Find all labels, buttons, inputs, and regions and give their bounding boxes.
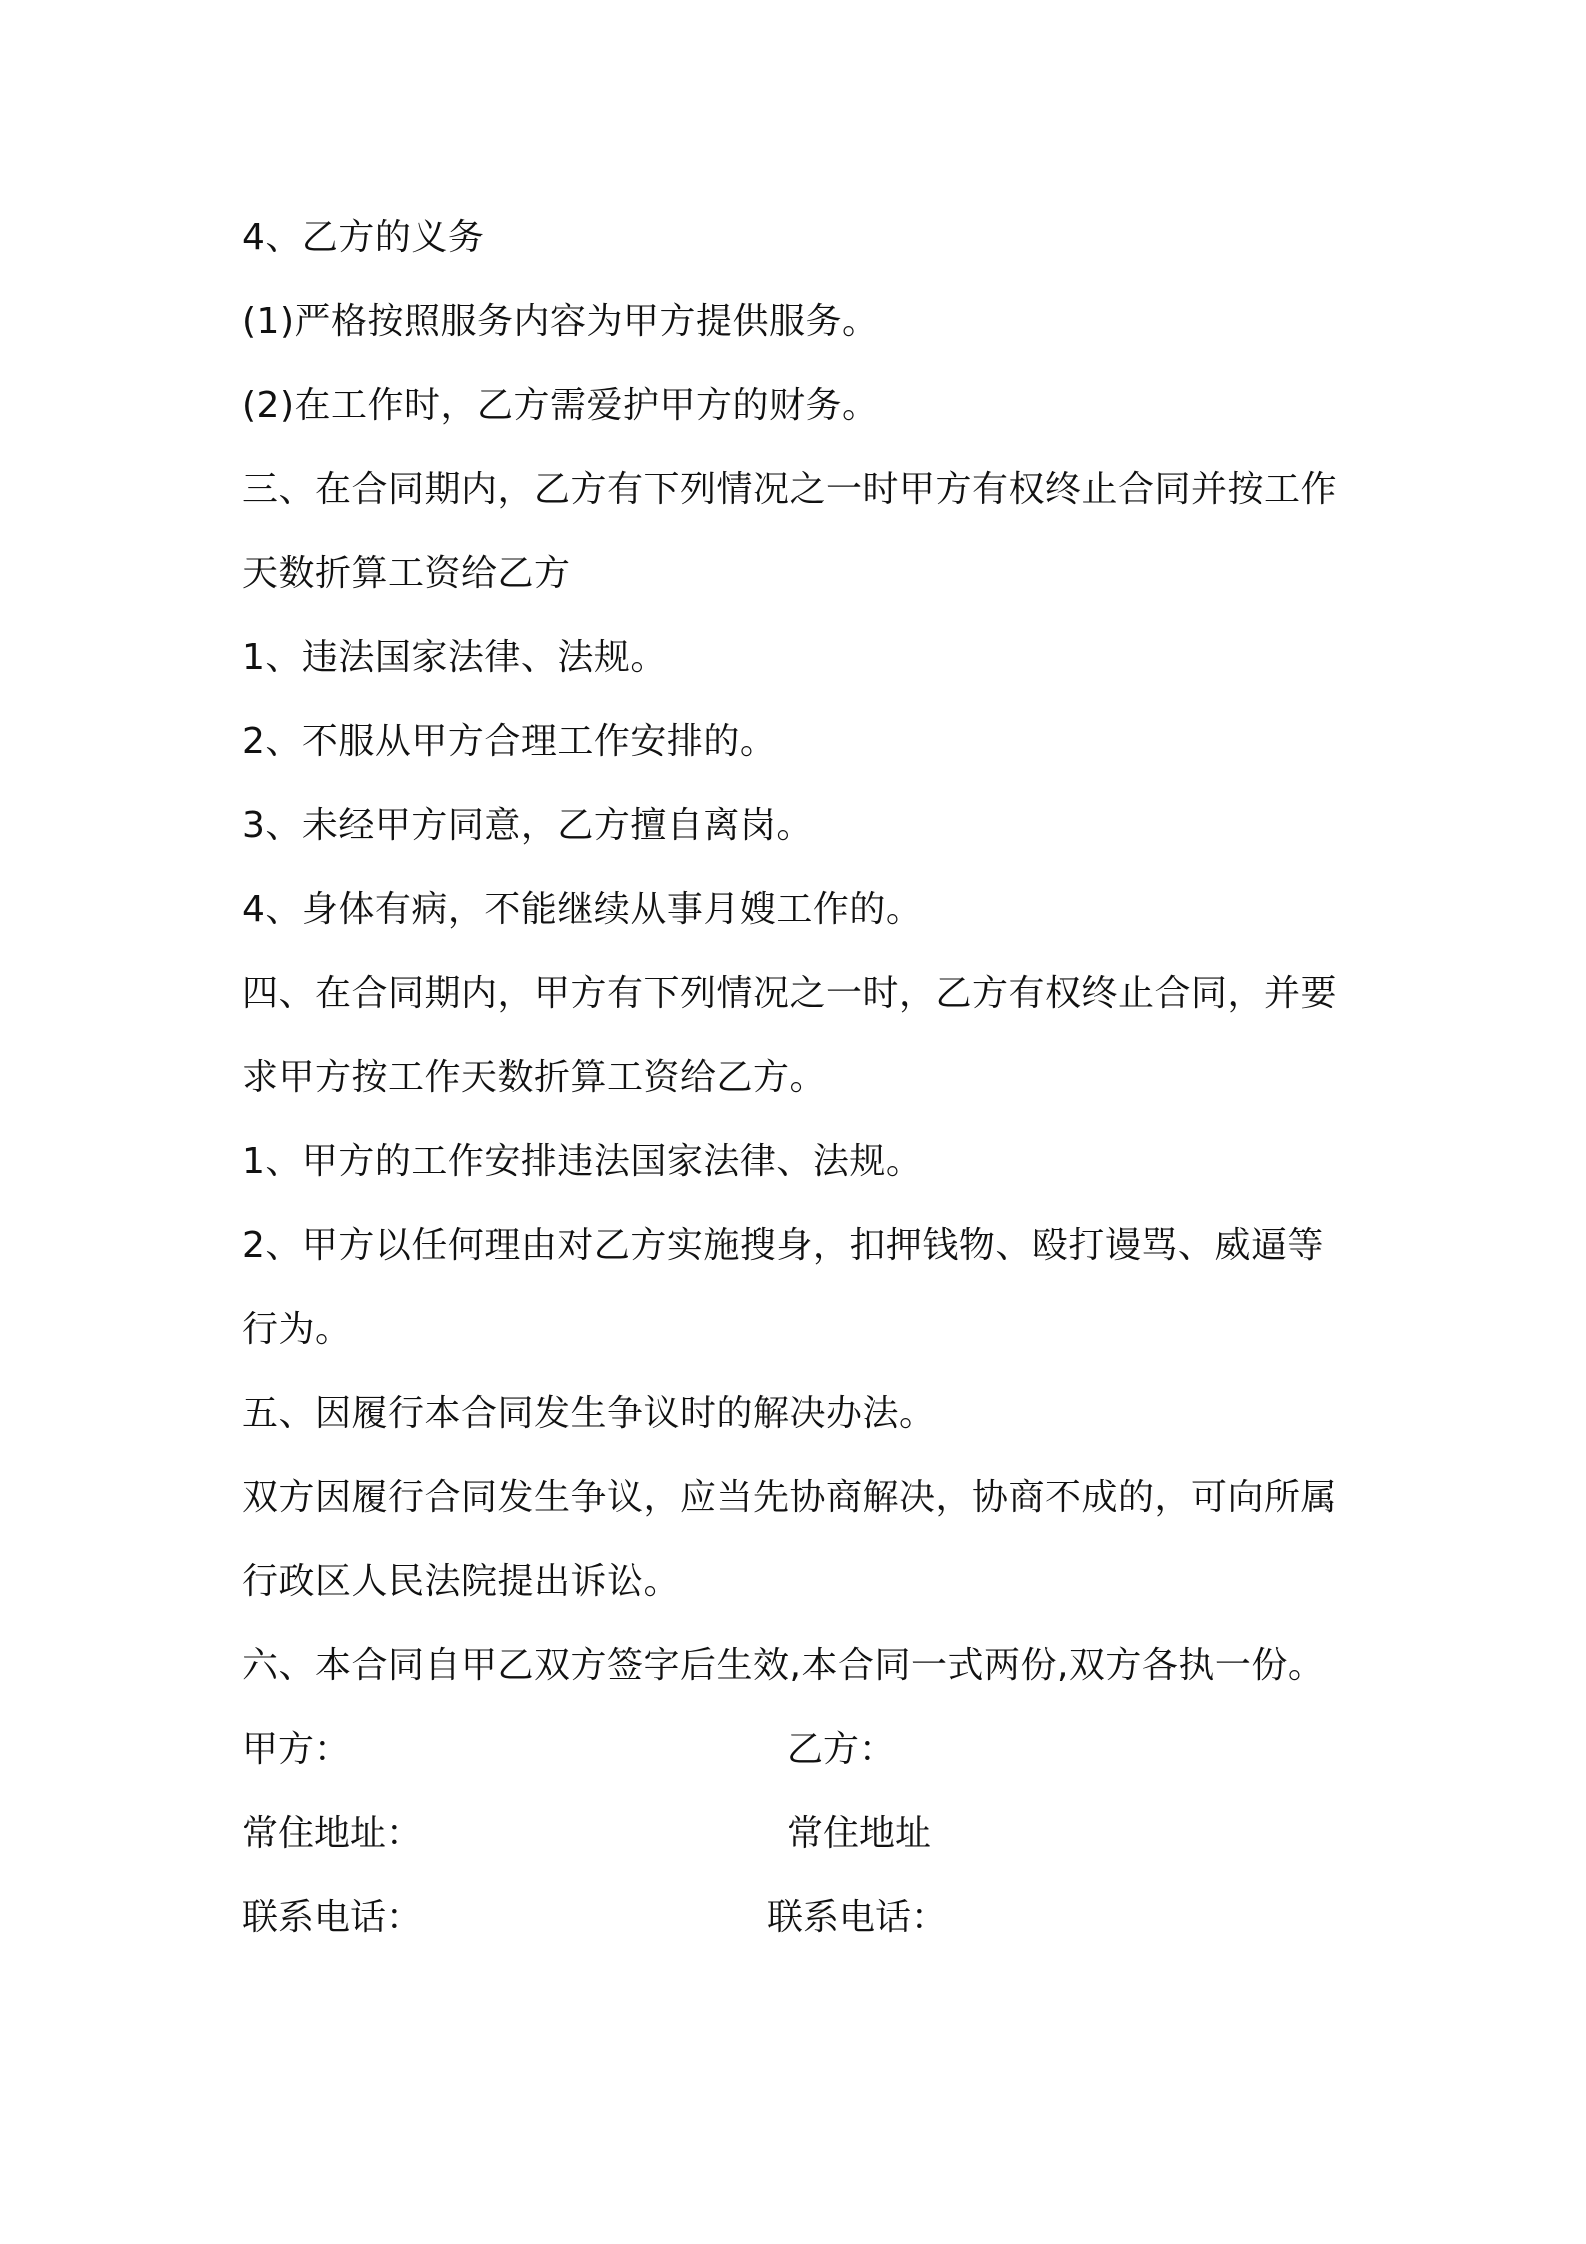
contract-body	[242, 196, 1362, 1960]
party-a-phone-label: 联系电话：	[242, 1897, 423, 1938]
paragraph-line: 双方因履行合同发生争议，应当先协商解决，协商不成的，可向所属	[242, 1477, 1338, 1518]
paragraph-line: 2、不服从甲方合理工作安排的。	[242, 721, 777, 762]
paragraph-line: (2)在工作时，乙方需爱护甲方的财务。	[242, 385, 879, 426]
party-b-address-label: 常住地址	[787, 1813, 932, 1854]
paragraph-line: 五、因履行本合同发生争议时的解决办法。	[242, 1393, 936, 1434]
paragraph-line: 行为。	[242, 1309, 352, 1350]
paragraph-line: 求甲方按工作天数折算工资给乙方。	[242, 1057, 827, 1098]
paragraph-line: 4、身体有病，不能继续从事月嫂工作的。	[242, 889, 923, 930]
paragraph-line: 1、甲方的工作安排违法国家法律、法规。	[242, 1141, 923, 1182]
party-a-address-label: 常住地址：	[242, 1813, 423, 1854]
paragraph-line: (1)严格按照服务内容为甲方提供服务。	[242, 301, 879, 342]
paragraph-line: 六、本合同自甲乙双方签字后生效,本合同一式两份,双方各执一份。	[242, 1645, 1325, 1686]
paragraph-line: 三、在合同期内，乙方有下列情况之一时甲方有权终止合同并按工作	[242, 469, 1338, 510]
paragraph-line: 四、在合同期内，甲方有下列情况之一时，乙方有权终止合同，并要	[242, 973, 1338, 1014]
paragraph-line: 2、甲方以任何理由对乙方实施搜身，扣押钱物、殴打谩骂、威逼等	[242, 1225, 1324, 1266]
paragraph-line: 4、乙方的义务	[242, 217, 485, 258]
signature-row-address	[242, 1792, 1362, 1876]
party-b-label: 乙方：	[787, 1729, 896, 1770]
signature-row-party	[242, 1708, 1362, 1792]
paragraph-line: 行政区人民法院提出诉讼。	[242, 1561, 681, 1602]
paragraph-line: 1、违法国家法律、法规。	[242, 637, 667, 678]
party-a-label: 甲方：	[242, 1729, 351, 1770]
signature-row-phone	[242, 1876, 1362, 1960]
party-b-phone-label: 联系电话：	[767, 1897, 948, 1938]
paragraph-line: 天数折算工资给乙方	[242, 553, 571, 594]
paragraph-line: 3、未经甲方同意，乙方擅自离岗。	[242, 805, 813, 846]
